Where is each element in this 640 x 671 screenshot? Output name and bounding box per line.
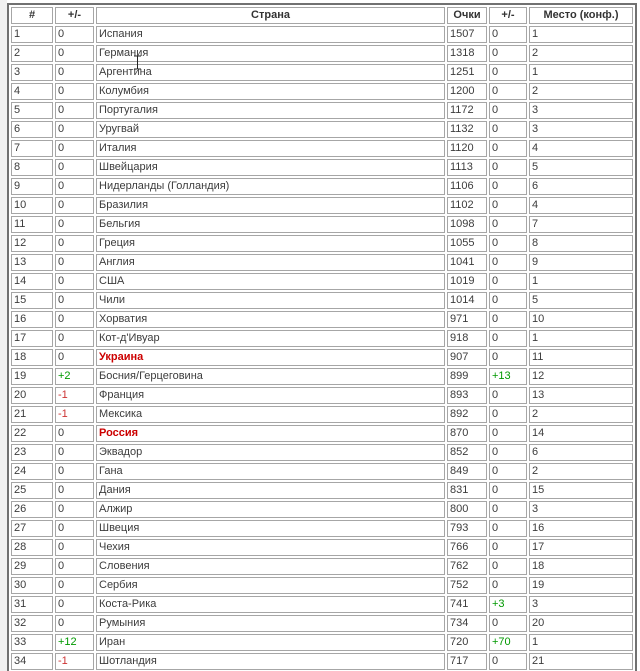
conf-place-cell: 3	[529, 102, 633, 119]
rank-change-cell: 0	[55, 64, 94, 81]
country-cell: Алжир	[96, 501, 445, 518]
points-cell: 1106	[447, 178, 487, 195]
rank-change-cell: 0	[55, 577, 94, 594]
points-cell: 1098	[447, 216, 487, 233]
rank-cell: 21	[11, 406, 53, 423]
points-cell: 1172	[447, 102, 487, 119]
conf-place-cell: 16	[529, 520, 633, 537]
points-cell: 892	[447, 406, 487, 423]
points-cell: 793	[447, 520, 487, 537]
country-cell: Босния/Герцеговина	[96, 368, 445, 385]
points-cell: 1200	[447, 83, 487, 100]
conf-place-cell: 4	[529, 140, 633, 157]
rank-change-cell: 0	[55, 102, 94, 119]
page-left-gutter	[0, 0, 7, 671]
table-row	[11, 615, 633, 632]
table-row	[11, 254, 633, 271]
conf-place-cell: 13	[529, 387, 633, 404]
rank-change-cell: 0	[55, 463, 94, 480]
rank-cell: 5	[11, 102, 53, 119]
points-change-column-header: +/-	[489, 7, 527, 24]
points-change-cell: 0	[489, 121, 527, 138]
points-cell: 907	[447, 349, 487, 366]
country-cell: Мексика	[96, 406, 445, 423]
rank-change-cell: 0	[55, 121, 94, 138]
country-cell: Испания	[96, 26, 445, 43]
rank-cell: 34	[11, 653, 53, 670]
table-row	[11, 311, 633, 328]
table-row	[11, 520, 633, 537]
points-cell: 893	[447, 387, 487, 404]
rank-cell: 13	[11, 254, 53, 271]
country-cell: Гана	[96, 463, 445, 480]
points-cell: 762	[447, 558, 487, 575]
rank-change-cell: -1	[55, 653, 94, 670]
rank-change-cell: 0	[55, 45, 94, 62]
rank-change-cell: 0	[55, 501, 94, 518]
country-cell: Шотландия	[96, 653, 445, 670]
country-cell: Аргентина	[96, 64, 445, 81]
conf-place-cell: 19	[529, 577, 633, 594]
table-row	[11, 292, 633, 309]
table-row	[11, 216, 633, 233]
conf-place-cell: 1	[529, 634, 633, 651]
rank-cell: 27	[11, 520, 53, 537]
table-row	[11, 596, 633, 613]
table-row	[11, 349, 633, 366]
country-cell: Греция	[96, 235, 445, 252]
conf-place-cell: 1	[529, 273, 633, 290]
table-row	[11, 406, 633, 423]
rank-cell: 11	[11, 216, 53, 233]
rank-change-cell: 0	[55, 425, 94, 442]
points-change-cell: 0	[489, 254, 527, 271]
country-cell: Колумбия	[96, 83, 445, 100]
points-change-cell: 0	[489, 501, 527, 518]
rank-cell: 2	[11, 45, 53, 62]
rank-cell: 4	[11, 83, 53, 100]
points-change-cell: 0	[489, 26, 527, 43]
rank-change-cell: 0	[55, 197, 94, 214]
country-cell: Чехия	[96, 539, 445, 556]
points-cell: 752	[447, 577, 487, 594]
points-cell: 870	[447, 425, 487, 442]
country-cell: Бразилия	[96, 197, 445, 214]
points-cell: 720	[447, 634, 487, 651]
conf-place-cell: 20	[529, 615, 633, 632]
table-row	[11, 83, 633, 100]
rank-change-cell: 0	[55, 330, 94, 347]
country-cell: Дания	[96, 482, 445, 499]
table-row	[11, 577, 633, 594]
rank-change-cell: 0	[55, 444, 94, 461]
points-cell: 734	[447, 615, 487, 632]
table-row	[11, 178, 633, 195]
country-cell: Швеция	[96, 520, 445, 537]
points-change-cell: 0	[489, 653, 527, 670]
rank-change-cell: 0	[55, 273, 94, 290]
table-row	[11, 26, 633, 43]
points-cell: 1041	[447, 254, 487, 271]
conf-place-cell: 8	[529, 235, 633, 252]
conf-place-cell: 1	[529, 330, 633, 347]
points-cell: 831	[447, 482, 487, 499]
points-cell: 852	[447, 444, 487, 461]
country-cell: Бельгия	[96, 216, 445, 233]
points-change-cell: 0	[489, 292, 527, 309]
points-change-cell: 0	[489, 406, 527, 423]
points-change-cell: 0	[489, 311, 527, 328]
country-cell: Англия	[96, 254, 445, 271]
points-change-cell: 0	[489, 615, 527, 632]
points-change-cell: 0	[489, 102, 527, 119]
rank-cell: 16	[11, 311, 53, 328]
table-row	[11, 387, 633, 404]
country-cell: Португалия	[96, 102, 445, 119]
table-row	[11, 330, 633, 347]
conf-place-cell: 4	[529, 197, 633, 214]
table-header	[11, 7, 633, 24]
points-change-cell: 0	[489, 539, 527, 556]
points-change-cell: 0	[489, 83, 527, 100]
points-cell: 899	[447, 368, 487, 385]
country-cell: США	[96, 273, 445, 290]
points-change-cell: 0	[489, 140, 527, 157]
rank-change-cell: 0	[55, 558, 94, 575]
conf-place-cell: 2	[529, 406, 633, 423]
country-cell: Италия	[96, 140, 445, 157]
points-change-cell: 0	[489, 463, 527, 480]
country-cell: Уругвай	[96, 121, 445, 138]
points-cell: 1507	[447, 26, 487, 43]
rank-cell: 26	[11, 501, 53, 518]
table-row	[11, 653, 633, 670]
rank-change-cell: 0	[55, 83, 94, 100]
rank-cell: 6	[11, 121, 53, 138]
conf-place-cell: 11	[529, 349, 633, 366]
points-cell: 918	[447, 330, 487, 347]
table-row	[11, 463, 633, 480]
rank-change-cell: 0	[55, 140, 94, 157]
points-change-cell: 0	[489, 387, 527, 404]
country-column-header: Страна	[96, 7, 445, 24]
conf-place-cell: 1	[529, 26, 633, 43]
rank-cell: 32	[11, 615, 53, 632]
conf-place-cell: 3	[529, 596, 633, 613]
rank-cell: 7	[11, 140, 53, 157]
rank-change-cell: -1	[55, 406, 94, 423]
conf-place-cell: 14	[529, 425, 633, 442]
conf-place-cell: 7	[529, 216, 633, 233]
rank-cell: 25	[11, 482, 53, 499]
points-cell: 1055	[447, 235, 487, 252]
points-cell: 971	[447, 311, 487, 328]
country-cell: Украина	[96, 349, 445, 366]
points-change-cell: 0	[489, 197, 527, 214]
table-row	[11, 235, 633, 252]
table-row	[11, 197, 633, 214]
country-cell: Чили	[96, 292, 445, 309]
points-change-cell: 0	[489, 273, 527, 290]
points-change-cell: +3	[489, 596, 527, 613]
rank-change-cell: 0	[55, 539, 94, 556]
table-row	[11, 368, 633, 385]
country-cell: Кот-д'Ивуар	[96, 330, 445, 347]
rank-change-cell: +12	[55, 634, 94, 651]
table-row	[11, 444, 633, 461]
rank-column-header: #	[11, 7, 53, 24]
country-cell: Россия	[96, 425, 445, 442]
country-cell: Коста-Рика	[96, 596, 445, 613]
points-cell: 1113	[447, 159, 487, 176]
rank-change-cell: 0	[55, 311, 94, 328]
country-cell: Сербия	[96, 577, 445, 594]
conf-place-cell: 9	[529, 254, 633, 271]
rank-change-column-header: +/-	[55, 7, 94, 24]
table-body	[11, 26, 633, 670]
header-row	[11, 7, 633, 24]
points-cell: 766	[447, 539, 487, 556]
rank-cell: 31	[11, 596, 53, 613]
country-cell: Франция	[96, 387, 445, 404]
points-cell: 1120	[447, 140, 487, 157]
rank-cell: 24	[11, 463, 53, 480]
rank-change-cell: 0	[55, 159, 94, 176]
conf-place-cell: 6	[529, 444, 633, 461]
rank-cell: 1	[11, 26, 53, 43]
country-cell: Иран	[96, 634, 445, 651]
conf-place-cell: 6	[529, 178, 633, 195]
country-cell: Хорватия	[96, 311, 445, 328]
rank-cell: 22	[11, 425, 53, 442]
conf-place-cell: 2	[529, 83, 633, 100]
conf-place-cell: 2	[529, 45, 633, 62]
country-cell: Румыния	[96, 615, 445, 632]
points-cell: 717	[447, 653, 487, 670]
rank-cell: 15	[11, 292, 53, 309]
rank-cell: 10	[11, 197, 53, 214]
points-cell: 1251	[447, 64, 487, 81]
points-cell: 741	[447, 596, 487, 613]
table-row	[11, 425, 633, 442]
country-cell: Швейцария	[96, 159, 445, 176]
points-cell: 1102	[447, 197, 487, 214]
rank-change-cell: 0	[55, 482, 94, 499]
table-row	[11, 140, 633, 157]
country-cell: Нидерланды (Голландия)	[96, 178, 445, 195]
points-change-cell: 0	[489, 216, 527, 233]
points-change-cell: 0	[489, 45, 527, 62]
points-change-cell: 0	[489, 178, 527, 195]
conf-place-cell: 10	[529, 311, 633, 328]
rank-cell: 28	[11, 539, 53, 556]
points-change-cell: 0	[489, 349, 527, 366]
points-change-cell: 0	[489, 558, 527, 575]
country-cell: Эквадор	[96, 444, 445, 461]
rank-change-cell: 0	[55, 292, 94, 309]
rank-cell: 29	[11, 558, 53, 575]
table-row	[11, 102, 633, 119]
table-row	[11, 64, 633, 81]
conf-place-cell: 5	[529, 292, 633, 309]
table-row	[11, 634, 633, 651]
conf-place-cell: 21	[529, 653, 633, 670]
rank-change-cell: 0	[55, 596, 94, 613]
rank-change-cell: 0	[55, 216, 94, 233]
country-ranking-table	[7, 3, 637, 671]
points-change-cell: +70	[489, 634, 527, 651]
conf-place-cell: 15	[529, 482, 633, 499]
rank-cell: 20	[11, 387, 53, 404]
rank-cell: 3	[11, 64, 53, 81]
table-row	[11, 539, 633, 556]
rank-change-cell: 0	[55, 615, 94, 632]
rank-change-cell: +2	[55, 368, 94, 385]
points-column-header: Очки	[447, 7, 487, 24]
points-cell: 1318	[447, 45, 487, 62]
table-row	[11, 558, 633, 575]
points-change-cell: 0	[489, 425, 527, 442]
points-change-cell: 0	[489, 520, 527, 537]
conf-place-cell: 2	[529, 463, 633, 480]
points-cell: 1014	[447, 292, 487, 309]
table-row	[11, 482, 633, 499]
rank-change-cell: 0	[55, 178, 94, 195]
points-cell: 1019	[447, 273, 487, 290]
points-cell: 849	[447, 463, 487, 480]
country-cell: Словения	[96, 558, 445, 575]
conf-place-cell: 1	[529, 64, 633, 81]
rank-cell: 8	[11, 159, 53, 176]
country-cell: Германия	[96, 45, 445, 62]
rank-change-cell: 0	[55, 349, 94, 366]
conf-place-cell: 5	[529, 159, 633, 176]
table-row	[11, 45, 633, 62]
points-cell: 800	[447, 501, 487, 518]
conf-place-cell: 3	[529, 121, 633, 138]
points-change-cell: +13	[489, 368, 527, 385]
conf-place-cell: 12	[529, 368, 633, 385]
rank-change-cell: 0	[55, 235, 94, 252]
table-row	[11, 121, 633, 138]
table-row	[11, 159, 633, 176]
points-change-cell: 0	[489, 444, 527, 461]
rank-cell: 14	[11, 273, 53, 290]
table-row	[11, 501, 633, 518]
rank-cell: 17	[11, 330, 53, 347]
rank-cell: 9	[11, 178, 53, 195]
rank-change-cell: 0	[55, 254, 94, 271]
rank-cell: 12	[11, 235, 53, 252]
points-change-cell: 0	[489, 64, 527, 81]
points-change-cell: 0	[489, 482, 527, 499]
rank-cell: 23	[11, 444, 53, 461]
rank-change-cell: 0	[55, 26, 94, 43]
conf-place-cell: 17	[529, 539, 633, 556]
conf-place-column-header: Место (конф.)	[529, 7, 633, 24]
rank-cell: 30	[11, 577, 53, 594]
points-change-cell: 0	[489, 577, 527, 594]
rank-cell: 19	[11, 368, 53, 385]
rank-change-cell: -1	[55, 387, 94, 404]
rank-cell: 18	[11, 349, 53, 366]
points-change-cell: 0	[489, 330, 527, 347]
conf-place-cell: 3	[529, 501, 633, 518]
conf-place-cell: 18	[529, 558, 633, 575]
rank-change-cell: 0	[55, 520, 94, 537]
points-change-cell: 0	[489, 159, 527, 176]
points-cell: 1132	[447, 121, 487, 138]
points-change-cell: 0	[489, 235, 527, 252]
table-row	[11, 273, 633, 290]
rank-cell: 33	[11, 634, 53, 651]
